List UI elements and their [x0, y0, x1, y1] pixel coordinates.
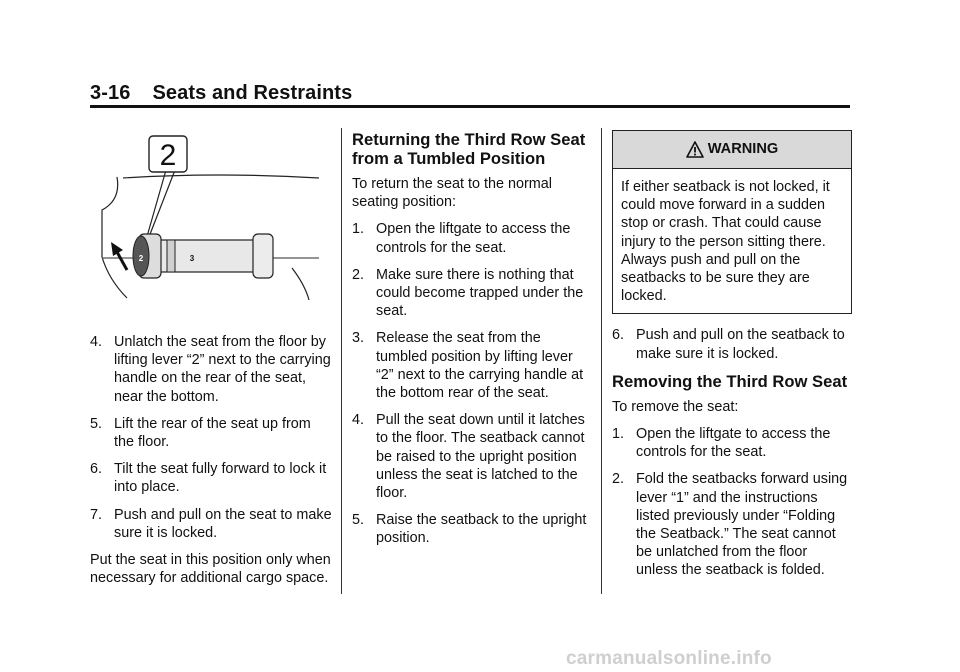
list-item: 7. Push and pull on the seat to make sure it is locked.: [90, 506, 332, 541]
left-column: [90, 333, 332, 596]
callout-label: 2: [159, 139, 177, 172]
lever-label-3: 3: [189, 254, 195, 263]
section-number: 3-16: [90, 82, 131, 104]
column-divider-1: [341, 128, 342, 594]
list-item: 3. Release the seat from the tumbled position by lifting lever “2” next to the carrying handle at the bottom rear of the seat.: [352, 330, 584, 402]
list-item: 4. Pull the seat down until it latches to the floor. The seatback cannot be raised to the upright position unless the seat is latched to the floor.: [352, 412, 585, 502]
middle-column: [352, 130, 590, 557]
list-item: 2. Fold the seatbacks forward using lever “1” and the instructions listed previously under “Folding the Seatback.” The seat cannot be unlatched from the floor unless the seatback is folded.: [612, 471, 848, 579]
list-item: 6. Push and pull on the seatback to make sure it is locked.: [612, 327, 845, 362]
warning-triangle-icon: [686, 141, 704, 158]
warning-box: [612, 130, 852, 314]
lift-arrow-shaft: [117, 252, 127, 270]
warning-title: WARNING: [707, 141, 779, 158]
section-heading-returning: Returning the Third Row Seat from a Tumbled Position: [352, 130, 586, 168]
lever-label-2: 2: [138, 254, 144, 263]
list-item: 5. Lift the rear of the seat up from the floor.: [90, 415, 311, 451]
handle-end-cap: [253, 234, 273, 278]
column-divider-2: [601, 128, 602, 594]
intro-text: To return the seat to the normal seating position:: [352, 176, 552, 211]
list-item: 6. Tilt the seat fully forward to lock it into place.: [90, 461, 327, 496]
list-item: 1. Open the liftgate to access the controls for the seat.: [612, 426, 831, 461]
seat-outline-left: [102, 177, 127, 298]
warning-text: If either seatback is not locked, it could move forward in a sudden stop or crash. That could cause injury to the person sitting there. Always push and pull on the seatbacks to be sure they are locked.: [621, 179, 830, 305]
seat-lever-illustration: [97, 130, 319, 300]
list-item: 1. Open the liftgate to access the controls for the seat.: [352, 221, 571, 256]
callout-leader: [146, 170, 166, 240]
list-item: 4. Unlatch the seat from the floor by lifting lever “2” next to the carrying handle on the rear of the seat, near the bottom.: [90, 334, 331, 405]
seat-outline-top: [123, 175, 319, 178]
page-header: [90, 82, 352, 105]
right-column: [612, 130, 852, 589]
seat-outline-right: [292, 268, 309, 300]
header-rule: [90, 105, 850, 108]
intro-text: To remove the seat:: [612, 398, 739, 415]
list-item: 5. Raise the seatback to the upright position.: [352, 512, 587, 547]
watermark: carmanualsonline.info: [566, 648, 772, 669]
section-heading-removing: Removing the Third Row Seat: [612, 371, 848, 391]
callout-leader-2: [147, 170, 175, 242]
cargo-note: Put the seat in this position only when necessary for additional cargo space.: [90, 552, 331, 587]
warning-header: [613, 131, 851, 169]
section-title: Seats and Restraints: [152, 82, 353, 104]
list-item: 2. Make sure there is nothing that could become trapped under the seat.: [352, 266, 584, 320]
